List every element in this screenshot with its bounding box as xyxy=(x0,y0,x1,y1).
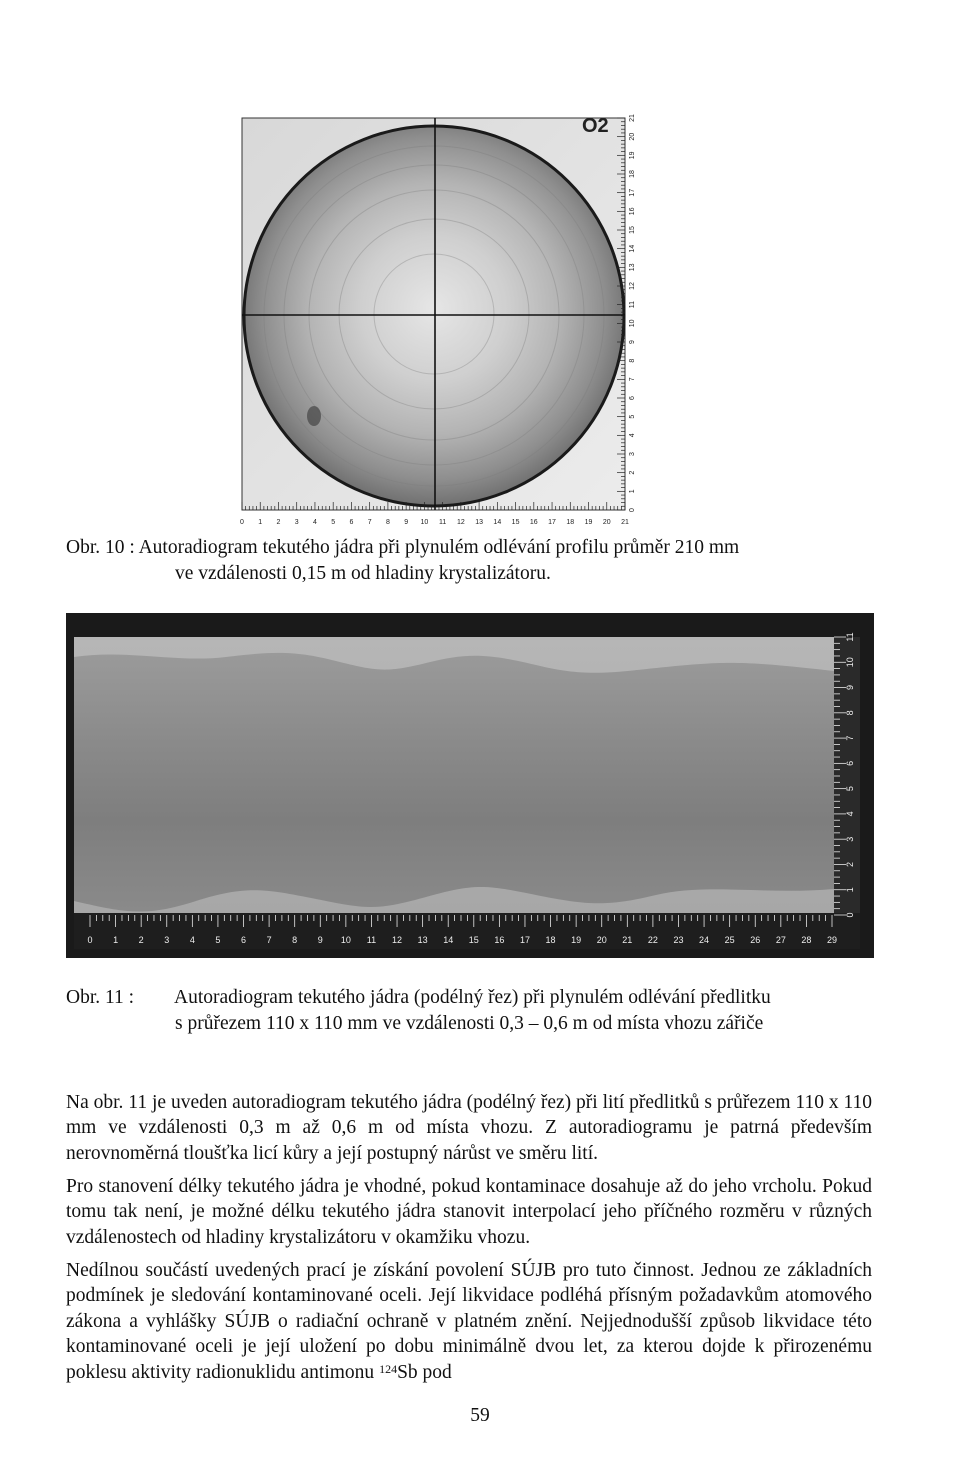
scale-label: 9 xyxy=(317,935,323,945)
figure-10-autoradiogram xyxy=(240,114,640,528)
scale-label: 18 xyxy=(545,935,556,945)
scale-label: 2 xyxy=(629,470,636,475)
scale-label: 19 xyxy=(629,151,636,160)
scale-label: 7 xyxy=(629,377,636,382)
scale-label: 0 xyxy=(87,935,93,945)
scale-label: 8 xyxy=(292,935,298,945)
liquid-core-strip xyxy=(74,653,834,912)
scale-label: 9 xyxy=(629,340,636,344)
paragraph-3-text: Nedílnou součástí uvedených prací je získání povolení SÚJB pro tuto činnost. Jednou ze základních podmínek je sledování kontaminované oceli. Její likvidace podléhá přísným požadavkům atomového zákona a vyhlášky SÚJB o radiační ochraně v platném znění. Nejjednodušší způsob likvidace této kontaminované oceli je její uložení po dobu minimálně dvou let, za kterou dojde k přirozenému poklesu aktivity radionuklidu antimonu xyxy=(66,1259,872,1383)
scale-label: 19 xyxy=(571,935,582,945)
scale-label: 26 xyxy=(750,935,761,945)
scale-label: 19 xyxy=(584,519,593,526)
scale-label: 10 xyxy=(845,657,855,668)
figure-10-label: O2 xyxy=(582,115,609,137)
scale-label: 10 xyxy=(340,935,351,945)
page-number: 59 xyxy=(470,1405,490,1426)
scale-label: 8 xyxy=(629,358,636,363)
scale-label: 1 xyxy=(113,935,119,945)
scale-label: 6 xyxy=(241,935,247,945)
scale-label: 16 xyxy=(629,207,636,216)
scale-label: 1 xyxy=(845,887,855,893)
scale-label: 28 xyxy=(801,935,812,945)
scale-label: 16 xyxy=(494,935,505,945)
scale-label: 6 xyxy=(629,396,636,400)
scale-label: 4 xyxy=(189,935,195,945)
scale-label: 21 xyxy=(629,114,636,122)
scale-label: 8 xyxy=(385,519,390,526)
scale-label: 6 xyxy=(845,760,855,766)
scale-label: 7 xyxy=(266,935,272,945)
scale-label: 2 xyxy=(276,519,281,526)
dark-spot xyxy=(307,406,321,426)
scale-label: 13 xyxy=(629,263,636,272)
scale-label: 3 xyxy=(629,452,636,456)
scale-label: 5 xyxy=(629,414,636,419)
scale-label: 4 xyxy=(312,519,317,526)
scale-label: 11 xyxy=(366,935,377,945)
scale-label: 16 xyxy=(529,519,538,526)
figure-11-caption-line2: s průřezem 110 x 110 mm ve vzdálenosti 0,3 – 0,6 m od místa vhozu zářiče xyxy=(175,1013,764,1034)
paragraph-3 xyxy=(66,1258,872,1386)
scale-label: 15 xyxy=(468,935,479,945)
scale-label: 11 xyxy=(629,301,636,309)
scale-label: 13 xyxy=(475,519,483,526)
paragraph-2: Pro stanovení délky tekutého jádra je vhodné, pokud kontaminace dosahuje až do jeho vrcholu. Pokud tomu tak není, je možné délku tekutého jádra stanovit interpolací jeho příčného rozměru v různých vzdálenostech od hladiny krystalizátoru v okamžiku vhozu. xyxy=(66,1175,872,1248)
scale-label: 13 xyxy=(417,935,428,945)
scale-label: 15 xyxy=(511,519,520,526)
scale-label: 0 xyxy=(629,508,636,512)
figure-11-caption-label: Obr. 11 : xyxy=(66,987,135,1008)
scale-label: 14 xyxy=(443,935,454,945)
scale-label: 27 xyxy=(775,935,786,945)
paragraph-3-tail: Sb pod xyxy=(397,1361,452,1383)
scale-label: 6 xyxy=(349,519,354,526)
scale-label: 11 xyxy=(438,519,447,526)
scale-label: 12 xyxy=(629,282,636,290)
scale-label: 10 xyxy=(629,319,636,328)
scale-label: 3 xyxy=(164,935,170,945)
scale-label: 8 xyxy=(845,710,855,716)
scale-label: 23 xyxy=(673,935,684,945)
scale-label: 29 xyxy=(826,935,838,945)
scale-label: 11 xyxy=(845,632,855,642)
scale-label: 4 xyxy=(845,811,855,817)
scale-label: 17 xyxy=(548,519,556,526)
scale-label: 4 xyxy=(629,433,636,438)
scale-label: 20 xyxy=(629,132,636,141)
scale-label: 3 xyxy=(294,519,299,526)
scale-label: 1 xyxy=(258,519,263,526)
isotope-mass-number: 124 xyxy=(379,1361,398,1376)
figure-10-caption-line1: Obr. 10 : Autoradiogram tekutého jádra při plynulém odlévání profilu průměr 210 mm xyxy=(66,537,740,558)
scale-label: 12 xyxy=(392,935,403,945)
scale-label: 20 xyxy=(602,519,611,526)
scale-label: 5 xyxy=(845,786,855,792)
figure-11-autoradiogram xyxy=(66,613,874,958)
scale-label: 17 xyxy=(629,188,636,197)
scale-label: 10 xyxy=(420,519,429,526)
scale-label: 5 xyxy=(331,519,336,526)
scale-label: 18 xyxy=(566,519,575,526)
scale-label: 7 xyxy=(845,735,855,741)
scale-label: 1 xyxy=(629,489,636,494)
scale-label: 7 xyxy=(367,519,372,526)
scale-label: 3 xyxy=(845,836,855,842)
scale-label: 0 xyxy=(240,519,244,526)
paragraph-1: Na obr. 11 je uveden autoradiogram tekutého jádra (podélný řez) při lití předlitků s průřezem 110 x 110 mm ve vzdálenosti 0,3 m až 0,6 m od místa vhozu. Z autoradiogramu je patrná především nerovnoměrná tloušťka licí kůry a její postupný nárůst ve směru lití. xyxy=(66,1091,872,1164)
scale-label: 2 xyxy=(845,861,855,867)
scale-label: 9 xyxy=(845,685,855,691)
scale-label: 17 xyxy=(519,935,530,945)
figure-11-caption-text: Autoradiogram tekutého jádra (podélný řez) při plynulém odlévání předlitku xyxy=(174,987,771,1008)
cast-cross-section-disc xyxy=(244,126,624,506)
scale-label: 24 xyxy=(699,935,710,945)
right-ruler-band xyxy=(834,637,860,929)
scale-label: 2 xyxy=(138,935,144,945)
figure-11-caption-line1 xyxy=(66,985,771,1010)
scale-label: 21 xyxy=(622,935,633,945)
scale-label: 5 xyxy=(215,935,221,945)
scale-label: 9 xyxy=(404,519,409,526)
figure-10-caption-line2: ve vzdálenosti 0,15 m od hladiny krystalizátoru. xyxy=(175,563,551,584)
scale-label: 20 xyxy=(596,935,607,945)
scale-label: 0 xyxy=(845,912,855,918)
scale-label: 14 xyxy=(493,519,502,526)
scale-label: 21 xyxy=(621,519,629,526)
scale-label: 15 xyxy=(629,226,636,234)
scale-label: 22 xyxy=(647,935,658,945)
scale-label: 12 xyxy=(456,519,465,526)
scale-label: 18 xyxy=(629,170,636,178)
scale-label: 25 xyxy=(724,935,735,945)
scale-label: 14 xyxy=(629,244,636,253)
